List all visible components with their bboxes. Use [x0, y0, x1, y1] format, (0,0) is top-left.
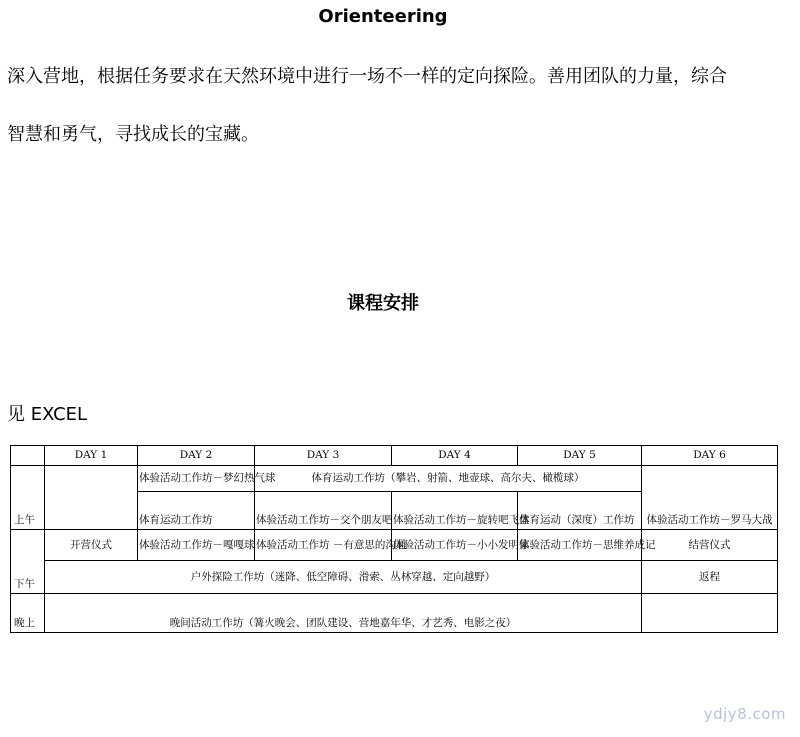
- period-evening: 晚上: [11, 594, 45, 633]
- header-day-5: DAY 5: [518, 446, 642, 466]
- table-row: [11, 561, 778, 594]
- intro-line-2: 智慧和勇气，寻找成长的宝藏。: [7, 124, 259, 145]
- day6-afternoon-a-cell: 结营仪式: [642, 530, 778, 561]
- day3-morning-b-cell: 体验活动工作坊－交个朋友吧: [255, 492, 392, 530]
- section-title: 课程安排: [347, 293, 419, 314]
- day2-morning-b-cell: 体育运动工作坊: [138, 492, 255, 530]
- header-day-1: DAY 1: [45, 446, 138, 466]
- period-morning: 上午: [11, 466, 45, 530]
- header-day-2: DAY 2: [138, 446, 255, 466]
- day6-afternoon-b-cell: 返程: [642, 561, 778, 594]
- day1-morning-cell: [45, 466, 138, 530]
- header-day-6: DAY 6: [642, 446, 778, 466]
- watermark: ydjy8.com: [703, 705, 786, 723]
- day2-morning-a-cell: 体验活动工作坊－梦幻热气球: [138, 466, 255, 492]
- day1-5-afternoon-b-cell: 户外探险工作坊（迷降、低空障碍、滑索、丛林穿越、定向越野）: [45, 561, 642, 594]
- schedule-header-row: [11, 446, 778, 466]
- table-row: [11, 466, 778, 492]
- table-row: [11, 594, 778, 633]
- intro-line-1: 深入营地，根据任务要求在天然环境中进行一场不一样的定向探险。善用团队的力量，综合: [7, 66, 727, 87]
- day5-morning-b-cell: 体育运动（深度）工作坊: [518, 492, 642, 530]
- page-title: Orienteering: [318, 6, 448, 27]
- header-day-3: DAY 3: [255, 446, 392, 466]
- day4-afternoon-a-cell: 体验活动工作坊－小小发明家: [392, 530, 518, 561]
- period-afternoon: 下午: [11, 530, 45, 594]
- day6-evening-cell: [642, 594, 778, 633]
- day1-afternoon-a-cell: 开营仪式: [45, 530, 138, 561]
- day5-afternoon-a-cell: 体验活动工作坊－思维养成记: [518, 530, 642, 561]
- day4-morning-b-cell: 体验活动工作坊－旋转吧飞盘: [392, 492, 518, 530]
- header-corner: [11, 446, 45, 466]
- header-day-4: DAY 4: [392, 446, 518, 466]
- day3-afternoon-a-cell: 体验活动工作坊 －有意思的沟通: [255, 530, 392, 561]
- schedule-table: [10, 445, 778, 633]
- day6-morning-cell: 体验活动工作坊－罗马大战: [642, 466, 778, 530]
- day2-afternoon-a-cell: 体验活动工作坊－嘎嘎球: [138, 530, 255, 561]
- see-excel-note: 见 EXCEL: [7, 404, 88, 425]
- day3-5-morning-a-cell: 体育运动工作坊（攀岩、射箭、地壶球、高尔夫、橄榄球）: [255, 466, 642, 492]
- evening-all-cell: 晚间活动工作坊（篝火晚会、团队建设、营地嘉年华、才艺秀、电影之夜）: [45, 594, 642, 633]
- table-row: [11, 530, 778, 561]
